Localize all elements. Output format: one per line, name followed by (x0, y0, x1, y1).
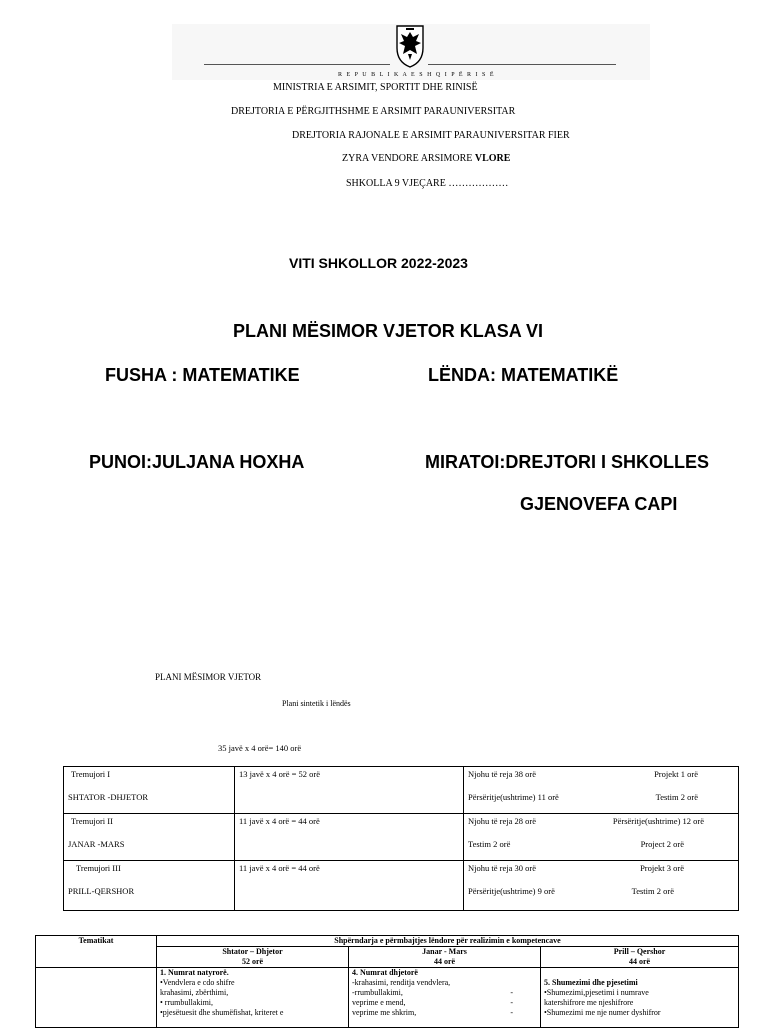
content-mark: - (510, 998, 513, 1007)
author-label: PUNOI:JULJANA HOXHA (89, 452, 305, 472)
content-mark: - (510, 1008, 513, 1017)
term-hours: 11 javë x 4 orë = 44 orë (239, 863, 320, 873)
section-subheading: Plani sintetik i lëndës (282, 699, 351, 708)
education-office-line: ZYRA VENDORE ARSIMORE VLORE (342, 153, 511, 164)
content-line: krahasimi, zbërthimi, (160, 988, 229, 997)
letterhead-rule-right (428, 64, 616, 65)
total-hours: 35 javë x 4 orë= 140 orë (218, 743, 302, 753)
content-line: veprime me shkrim, (352, 1008, 417, 1017)
period-name: Shtator – Dhjetor (222, 947, 283, 956)
content-line: •Vendvlera e cdo shifre (160, 978, 235, 987)
period-header (541, 947, 739, 968)
term-hours: 11 javë x 4 orë = 44 orë (239, 816, 320, 826)
period-header (349, 947, 541, 968)
content-line: • rrumbullakimi, (160, 998, 214, 1007)
term-new-hours: Njohu të reja 28 orë (468, 816, 536, 826)
school-line: SHKOLLA 9 VJEÇARE ……………… (346, 178, 509, 189)
term-test-hours: Testim 2 orë (631, 886, 674, 896)
topic-title: 5. Shumezimi dhe pjesetimi (544, 978, 638, 987)
directorate-regional-line: DREJTORIA RAJONALE E ARSIMIT PARAUNIVERSITAR FIER (292, 130, 570, 141)
letterhead-rule-left (204, 64, 390, 65)
period-hours: 44 orë (628, 957, 651, 966)
period-content (349, 968, 541, 1028)
term-row (64, 767, 739, 814)
period-name: Prill – Qershor (613, 947, 666, 956)
field-label: FUSHA : MATEMATIKE (105, 365, 300, 385)
distribution-table (35, 935, 739, 1028)
term-new-hours: Njohu të reja 38 orë (468, 769, 536, 779)
term-name: Tremujori I (71, 769, 111, 779)
period-name: Janar - Mars (422, 947, 467, 956)
topic-title: 4. Numrat dhjetorë (352, 968, 418, 977)
period-header (157, 947, 349, 968)
term-review-hours: Përsëritje(ushtrime) 11 orë (468, 792, 559, 802)
section-heading: PLANI MËSIMOR VJETOR (155, 672, 262, 682)
term-name: Tremujori II (71, 816, 113, 826)
term-test-hours: Testim 2 orë (468, 839, 511, 849)
term-months: PRILL-QERSHOR (68, 886, 135, 896)
topic-title: 1. Numrat natyrorë. (160, 968, 229, 977)
term-project-hours: Projekt 3 orë (640, 863, 684, 873)
period-hours: 52 orë (241, 957, 264, 966)
terms-table (63, 766, 739, 911)
term-row (64, 814, 739, 861)
term-project-hours: Project 2 orë (640, 839, 684, 849)
topics-header: Tematikat (36, 936, 157, 968)
ministry-line: MINISTRIA E ARSIMIT, SPORTIT DHE RINISË (273, 82, 478, 93)
term-row (64, 861, 739, 911)
content-line: veprime e mend, (352, 998, 406, 1007)
content-mark (513, 978, 537, 988)
term-review-hours: Përsëritje(ushtrime) 9 orë (468, 886, 555, 896)
office-city: VLORE (474, 153, 511, 164)
term-months: SHTATOR -DHJETOR (68, 792, 148, 802)
plan-title: PLANI MËSIMOR VJETOR KLASA VI (233, 321, 544, 341)
approved-by-label: MIRATOI:DREJTORI I SHKOLLES (425, 452, 710, 472)
content-line: •pjesëtuesit dhe shumëfishat, kriteret e (160, 1008, 284, 1017)
term-test-hours: Testim 2 orë (655, 792, 698, 802)
content-line: -krahasimi, renditja vendvlera, (352, 978, 451, 987)
approver-name: GJENOVEFA CAPI (520, 494, 678, 514)
period-hours: 44 orë (433, 957, 456, 966)
school-year: VITI SHKOLLOR 2022-2023 (289, 255, 468, 271)
content-line: •Shumezimi,pjesetimi i numrave (544, 988, 649, 997)
term-name: Tremujori III (76, 863, 121, 873)
term-months: JANAR -MARS (68, 839, 125, 849)
period-content (157, 968, 349, 1028)
subject-label: LËNDA: MATEMATIKË (428, 365, 619, 385)
republic-label: R E P U B L I K A E S H Q I P Ë R I S Ë (338, 72, 496, 78)
directorate-general-line: DREJTORIA E PËRGJITHSHME E ARSIMIT PARAUNIVERSITAR (231, 106, 516, 117)
content-mark: - (510, 988, 513, 997)
content-line: •Shumezimi me nje numer dyshifror (544, 1008, 661, 1017)
distribution-header: Shpërndarja e përmbajtjes lëndore për realizimin e kompetencave (157, 936, 739, 947)
period-content (541, 968, 739, 1028)
content-line: -rrumbullakimi, (352, 988, 403, 997)
term-review-hours: Përsëritje(ushtrime) 12 orë (612, 816, 704, 826)
term-project-hours: Projekt 1 orë (654, 769, 698, 779)
albanian-eagle-emblem (394, 24, 426, 68)
content-line: katershifrore me njeshifrore (544, 998, 634, 1007)
topics-cell (36, 968, 157, 1028)
term-hours: 13 javë x 4 orë = 52 orë (239, 769, 321, 779)
term-new-hours: Njohu të reja 30 orë (468, 863, 536, 873)
